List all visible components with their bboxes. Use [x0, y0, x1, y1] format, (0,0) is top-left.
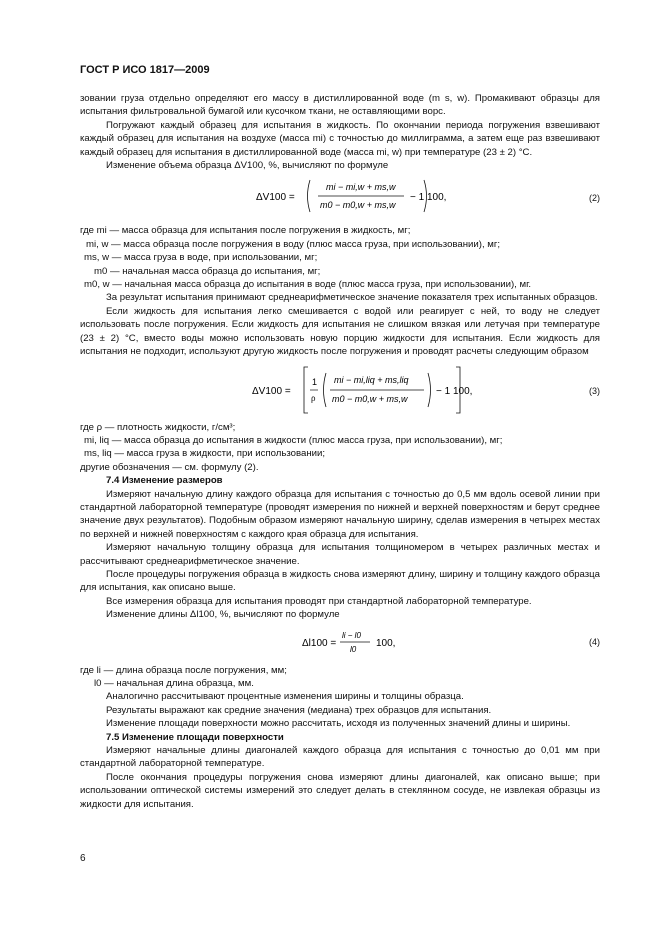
- formula-3-rho-denominator: ρ: [311, 392, 316, 403]
- formula-number: (2): [589, 193, 600, 204]
- paragraph: После окончания процедуры погружения снова измеряют длины диагоналей, как описано выше; при использовании оптической системы измерений это следует делать в стеклянном сосуде, не извлекая образцы из жидкости для испытания.: [80, 771, 600, 810]
- paragraph: Измеряют начальную длину каждого образца для испытания с точностью до 0,5 мм вдоль осевой линии при стандартной лабораторной температуре (проводят измерения по нижней и верхней поверхностям и берут среднее значение двух результатов). Подобным образом измеряют начальную ширину, сделав измерения в четырех местах по верхней и нижней поверхностям с каждого края образца для испытания.: [80, 488, 600, 540]
- paragraph: Погружают каждый образец для испытания в жидкость. По окончании периода погружения взвешивают каждый образец для испытания на воздухе (масса mi) с точностью до миллиграмма, а затем еще раз взвешивают каждый образец для испытания в дистиллированной воде (масса mi, w) при температуре (23 ± 2) °С.: [80, 119, 600, 158]
- definition-item: где li — длина образца после погружения, мм;: [80, 664, 287, 676]
- paragraph: зовании груза отдельно определяют его массу в дистиллированной воде (m s, w). Промакивают образцы для испытания фильтровальной бумагой или кусочком ткани, не оставляющими ворс.: [80, 93, 600, 118]
- formula-3-graphic: [80, 363, 600, 417]
- section-heading: 7.4 Изменение размеров: [106, 475, 223, 487]
- formula-4: [80, 628, 600, 658]
- paragraph: Измеряют начальные длины диагоналей каждого образца для испытания с точностью до 0,01 мм при стандартной лабораторной температуре.: [80, 745, 600, 770]
- right-paren: [428, 373, 431, 407]
- paragraph: За результат испытания принимают среднеарифметическое значение показателя трех испытанных образцов.: [106, 292, 598, 304]
- definition-item: где ρ — плотность жидкости, г/см³;: [80, 421, 236, 433]
- formula-number: (3): [589, 385, 600, 396]
- formula-3-tail: − 1 100,: [436, 385, 473, 397]
- formula-2-graphic: [80, 174, 600, 218]
- formula-4-tail: 100,: [376, 637, 396, 649]
- formula-number: (4): [589, 636, 600, 647]
- paragraph: Измеряют начальную толщину образца для испытания толщиномером в четырех различных местах и рассчитывают среднеарифметическое значение.: [80, 542, 600, 567]
- definition-item: mi, liq — масса образца до испытания в жидкости (плюс масса груза, при использовании), мг;: [84, 434, 503, 446]
- definition-item: ms, liq — масса груза в жидкости, при использовании;: [84, 448, 326, 460]
- formula-3: [80, 363, 600, 417]
- formula-4-lhs: Δl100 =: [302, 637, 337, 649]
- formula-2-lhs: ΔV100 =: [256, 192, 295, 204]
- page-number: 6: [80, 853, 86, 864]
- definitions-list-1: [80, 224, 600, 291]
- paragraph: Изменение площади поверхности можно рассчитать, исходя из полученных значений длины и ширины.: [106, 718, 571, 730]
- paragraph: После процедуры погружения образца в жидкость снова измеряют длину, ширину и толщину каждого образца для испытания, как описано выше.: [80, 568, 600, 594]
- definition-item: m0, w — начальная масса образца до испытания в воде (плюс масса груза, при использовании), мг.: [84, 279, 532, 291]
- definition-item: где mi — масса образца для испытания после погружения в жидкость, мг;: [80, 225, 411, 237]
- formula-4-denominator: l0: [350, 644, 357, 654]
- left-bracket: [304, 367, 308, 413]
- formula-4-graphic: [80, 628, 600, 658]
- left-paren: [308, 180, 311, 212]
- paragraph: Изменение объема образца ΔV100, %, вычисляют по формуле: [106, 160, 389, 172]
- formula-3-numerator: mi − mi,liq + ms,liq: [334, 374, 409, 385]
- formula-2: [80, 174, 600, 218]
- formula-2-tail: − 1 100,: [410, 192, 447, 204]
- left-paren: [324, 373, 327, 407]
- paragraph: Результаты выражают как средние значения (медиана) трех образцов для испытания.: [106, 704, 492, 716]
- document-header: ГОСТ Р ИСО 1817—2009: [80, 64, 210, 76]
- paragraph: Все измерения образца для испытания проводят при стандартной лабораторной температуре.: [106, 595, 532, 607]
- definition-item: l0 — начальная длина образца, мм.: [94, 678, 254, 689]
- formula-3-rho-numerator: 1: [312, 376, 318, 387]
- definitions-list-3: [80, 664, 600, 691]
- formula-2-denominator: m0 − m0,w + ms,w: [320, 200, 396, 211]
- definition-item: другие обозначения — см. формулу (2).: [80, 461, 259, 473]
- paragraph: Аналогично рассчитывают процентные изменения ширины и толщины образца.: [106, 691, 464, 703]
- definition-item: mi, w — масса образца после погружения в воду (плюс масса груза, при использовании), мг;: [86, 238, 501, 250]
- definition-item: ms, w — масса груза в воде, при использовании, мг;: [84, 252, 318, 264]
- formula-4-numerator: li − l0: [342, 630, 361, 640]
- section-heading: 7.5 Изменение площади поверхности: [106, 731, 284, 743]
- page-body: [80, 92, 600, 811]
- formula-3-denominator: m0 − m0,w + ms,w: [332, 393, 408, 404]
- paragraph: Изменение длины Δl100, %, вычисляют по формуле: [106, 609, 340, 621]
- formula-3-lhs: ΔV100 =: [252, 385, 291, 397]
- definition-item: m0 — начальная масса образца до испытания, мг;: [94, 265, 321, 277]
- paragraph: Если жидкость для испытания легко смешивается с водой или реагирует с ней, то воду не следует использовать после погружения. Если жидкость для испытания не слишком вязкая или летучая при температуре (23 ± 2) °С, вместо воды можно использовать новую порцию жидкости для испытания. Если жидкость для испытания не подходит, используют другую жидкость после погружения и проводят расчеты следующим образом: [80, 305, 600, 358]
- formula-2-numerator: mi − mi,w + ms,w: [326, 182, 396, 193]
- definitions-list-2: [80, 421, 600, 475]
